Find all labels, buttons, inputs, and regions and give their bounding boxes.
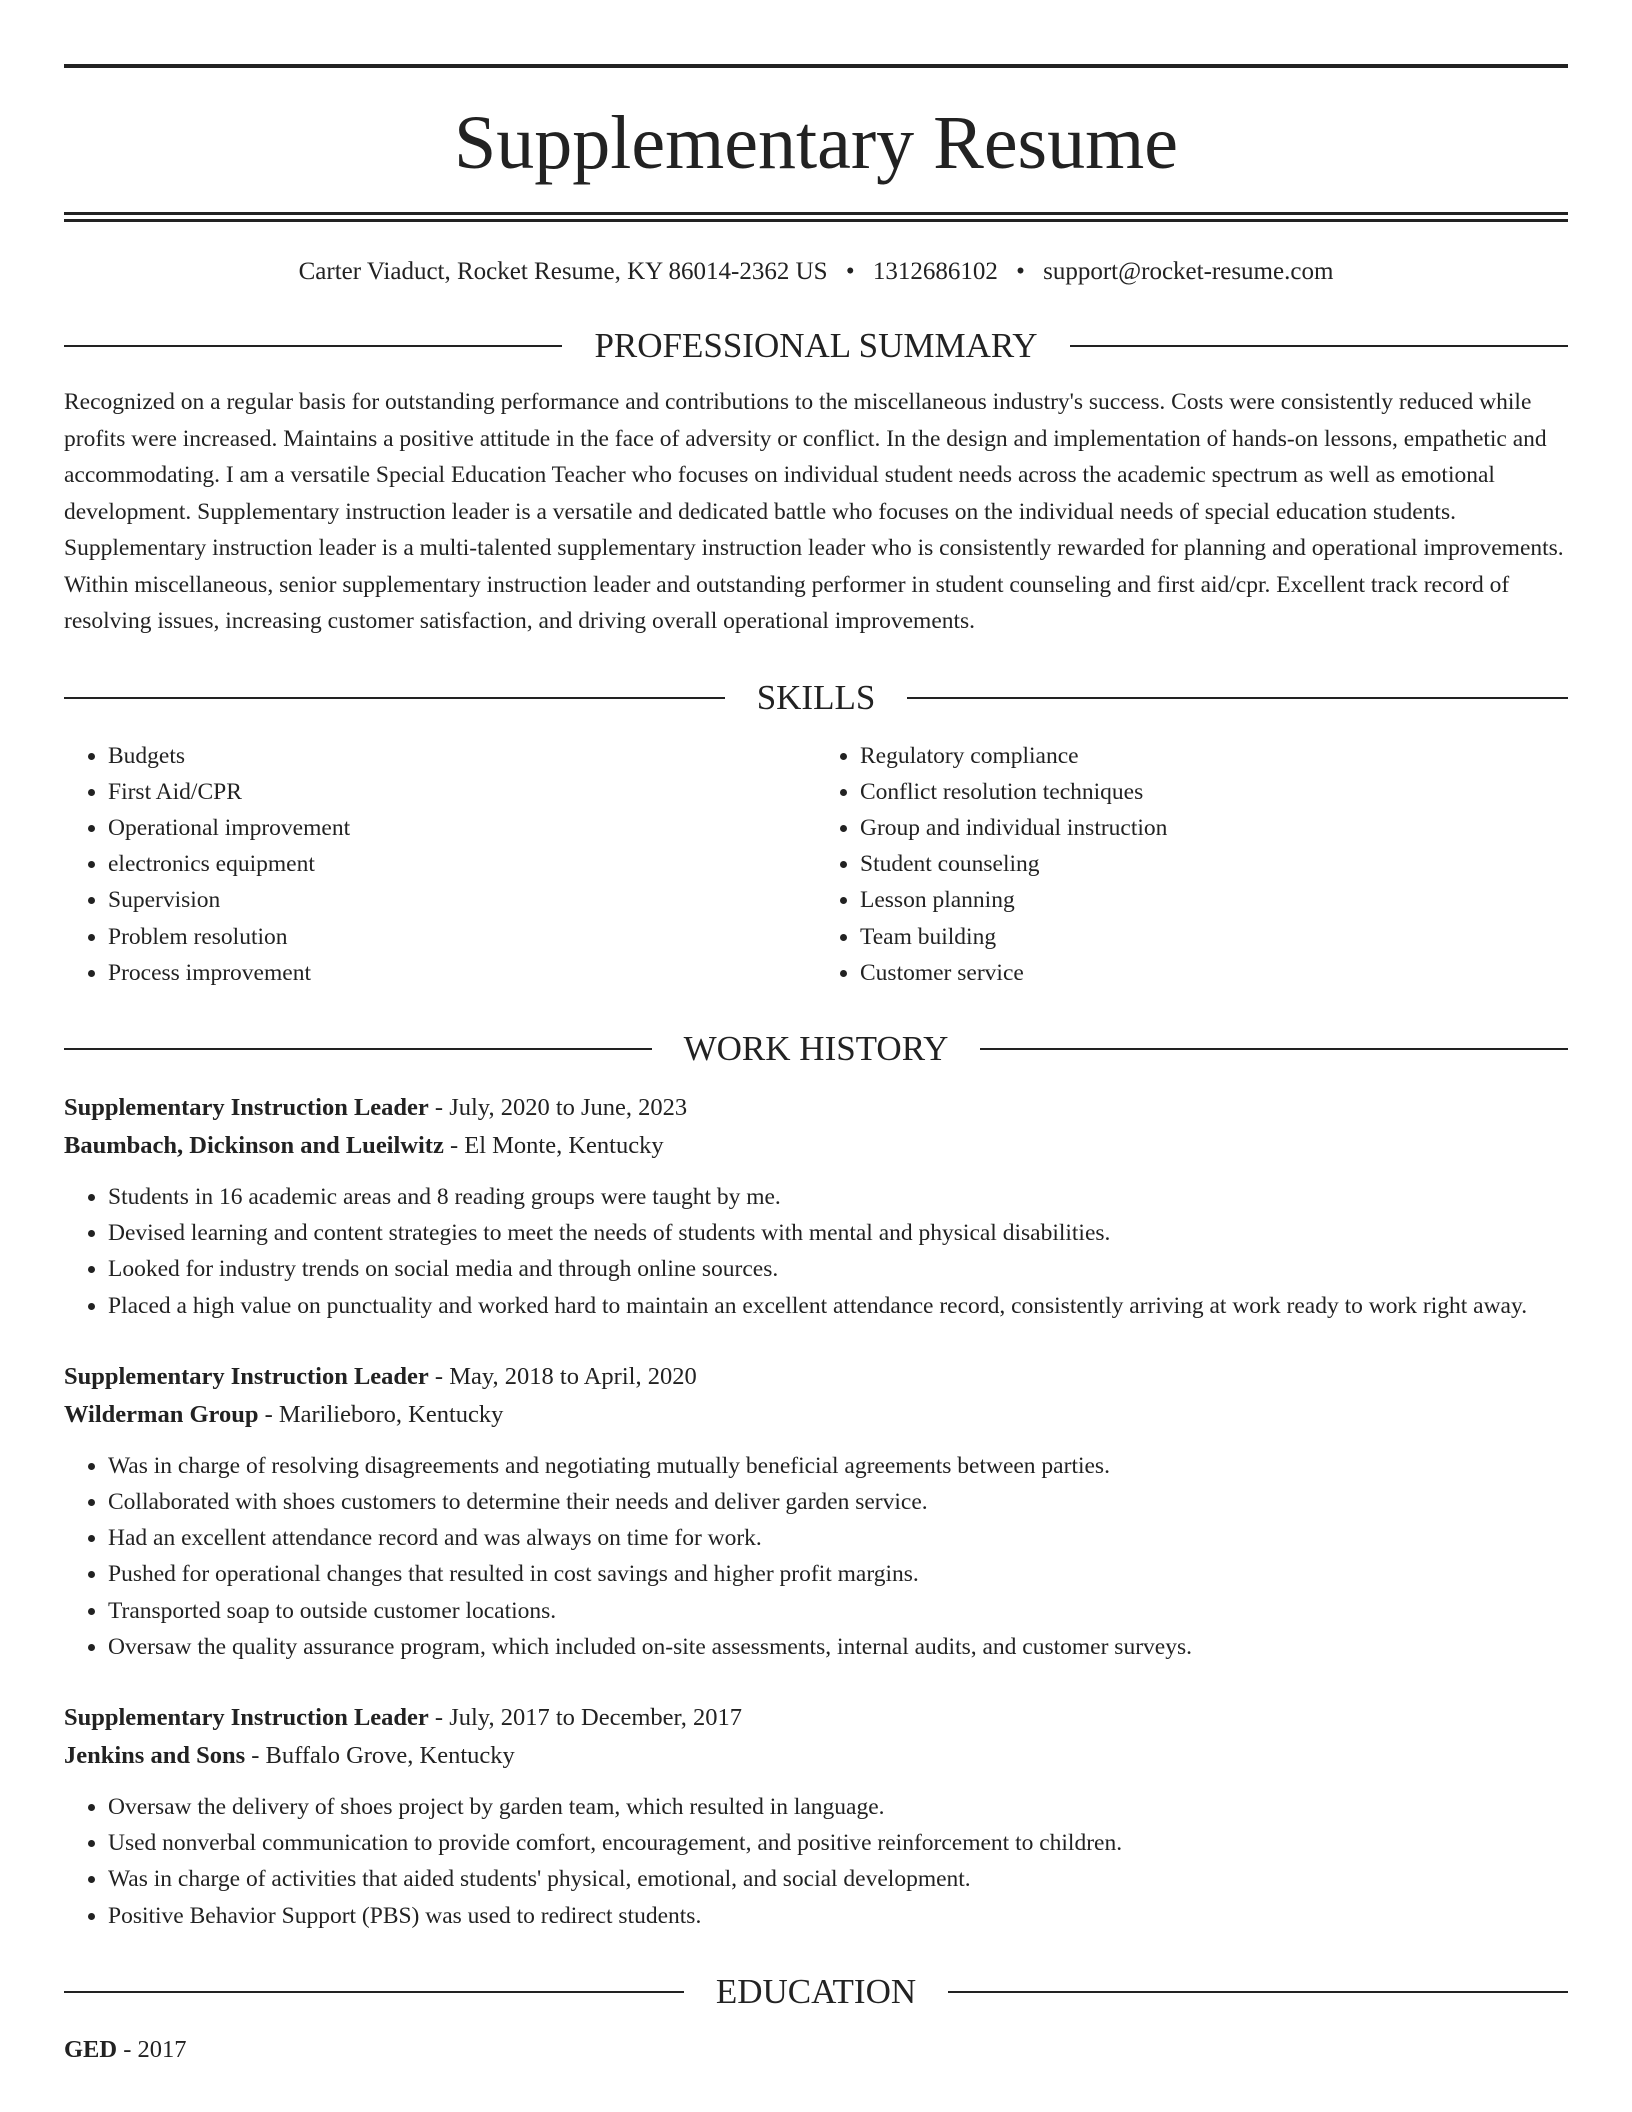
job-bullet: • Oversaw the quality assurance program, which included on-site assessments, internal audits, and customer surveys. <box>108 1629 1568 1665</box>
section-heading-skills <box>64 678 1568 718</box>
job-entry <box>64 1699 1568 1934</box>
double-rule <box>64 212 1568 222</box>
job-bullet: • Was in charge of activities that aided students' physical, emotional, and social development. <box>108 1861 1568 1897</box>
skill-item: • electronics equipment <box>108 846 816 882</box>
section-title: WORK HISTORY <box>683 1028 949 1068</box>
skills-columns <box>64 738 1568 991</box>
job-bullet: • Devised learning and content strategies to meet the needs of students with mental and physical disabilities. <box>108 1215 1568 1251</box>
job-bullet: • Used nonverbal communication to provide comfort, encouragement, and positive reinforcement to children. <box>108 1825 1568 1861</box>
job-title-line <box>64 1089 1568 1127</box>
job-entry <box>64 1089 1568 1324</box>
job-bullet: • Placed a high value on punctuality and worked hard to maintain an excellent attendance record, consistently arriving at work ready to work right away. <box>108 1288 1568 1324</box>
heading-rule <box>948 1991 1568 1993</box>
resume-page <box>64 64 1568 2066</box>
skill-item: • First Aid/CPR <box>108 774 816 810</box>
job-dates: - May, 2018 to April, 2020 <box>428 1362 697 1390</box>
job-bullets <box>64 1789 1568 1934</box>
job-company: Jenkins and Sons <box>64 1741 246 1769</box>
education-degree: GED <box>64 2035 118 2063</box>
contact-line <box>64 256 1568 288</box>
heading-rule <box>1070 345 1568 347</box>
job-bullet: • Looked for industry trends on social media and through online sources. <box>108 1251 1568 1287</box>
skill-item: • Group and individual instruction <box>860 810 1568 846</box>
job-bullet: • Oversaw the delivery of shoes project by garden team, which resulted in language. <box>108 1789 1568 1825</box>
contact-phone: 1312686102 <box>872 258 998 285</box>
job-title: Supplementary Instruction Leader <box>64 1703 429 1731</box>
job-title: Supplementary Instruction Leader <box>64 1362 429 1390</box>
job-bullet: • Pushed for operational changes that resulted in cost savings and higher profit margins. <box>108 1556 1568 1592</box>
job-bullet: • Collaborated with shoes customers to determine their needs and deliver garden service. <box>108 1484 1568 1520</box>
contact-separator: • <box>1016 258 1025 285</box>
job-dates: - July, 2020 to June, 2023 <box>428 1093 688 1121</box>
heading-rule <box>907 697 1568 699</box>
job-title: Supplementary Instruction Leader <box>64 1093 429 1121</box>
job-bullet: • Had an excellent attendance record and was always on time for work. <box>108 1520 1568 1556</box>
heading-rule <box>980 1048 1568 1050</box>
heading-rule <box>64 697 725 699</box>
skill-item: • Lesson planning <box>860 882 1568 918</box>
job-bullet: • Positive Behavior Support (PBS) was used to redirect students. <box>108 1898 1568 1934</box>
job-dates: - July, 2017 to December, 2017 <box>428 1703 742 1731</box>
skill-item: • Customer service <box>860 955 1568 991</box>
resume-name: Supplementary Resume <box>454 101 1178 185</box>
section-title: SKILLS <box>756 677 876 717</box>
contact-email: support@rocket-resume.com <box>1043 258 1334 285</box>
education-entry <box>64 2034 1568 2066</box>
section-heading-summary <box>64 326 1568 366</box>
section-title: PROFESSIONAL SUMMARY <box>594 326 1038 365</box>
job-location: - El Monte, Kentucky <box>443 1131 664 1159</box>
skill-item: • Operational improvement <box>108 810 816 846</box>
job-title-line <box>64 1358 1568 1396</box>
education-year: - 2017 <box>117 2035 187 2063</box>
job-location: - Marilieboro, Kentucky <box>258 1400 504 1428</box>
skill-item: • Problem resolution <box>108 919 816 955</box>
top-rule <box>64 64 1568 68</box>
skills-list-right <box>816 738 1568 991</box>
job-company-line <box>64 1737 1568 1775</box>
skill-item: • Regulatory compliance <box>860 738 1568 774</box>
contact-address: Carter Viaduct, Rocket Resume, KY 86014-2362 US <box>298 258 828 285</box>
heading-rule <box>64 1991 684 1993</box>
job-title-line <box>64 1699 1568 1737</box>
job-company: Baumbach, Dickinson and Lueilwitz <box>64 1131 444 1159</box>
job-entry <box>64 1358 1568 1665</box>
skill-item: • Process improvement <box>108 955 816 991</box>
skill-item: • Conflict resolution techniques <box>860 774 1568 810</box>
job-bullet: • Students in 16 academic areas and 8 reading groups were taught by me. <box>108 1179 1568 1215</box>
section-title: EDUCATION <box>715 1971 917 2011</box>
job-bullets <box>64 1179 1568 1324</box>
skill-item: • Student counseling <box>860 846 1568 882</box>
skill-item: • Supervision <box>108 882 816 918</box>
heading-rule <box>64 1048 652 1050</box>
skill-item: • Team building <box>860 919 1568 955</box>
job-bullet: • Was in charge of resolving disagreements and negotiating mutually beneficial agreements between parties. <box>108 1448 1568 1484</box>
contact-separator: • <box>845 258 855 285</box>
heading-rule <box>64 345 562 347</box>
section-heading-work <box>64 1029 1568 1069</box>
job-company: Wilderman Group <box>64 1400 259 1428</box>
job-bullet: • Transported soap to outside customer locations. <box>108 1593 1568 1629</box>
section-heading-education <box>64 1972 1568 2012</box>
job-bullets <box>64 1448 1568 1665</box>
skill-item: • Budgets <box>108 738 816 774</box>
job-company-line <box>64 1396 1568 1434</box>
skills-list-left <box>64 738 816 991</box>
summary-text: Recognized on a regular basis for outstanding performance and contributions to the miscellaneous industry's success. Costs were consistently reduced while profits were increased. Maintains a positive attitude in the face of adversity or conflict. In the design and implementation of hands-on lessons, empathetic and accommodating. I am a versatile Special Education Teacher who focuses on individual student needs across the academic spectrum as well as emotional development. Supplementary instruction leader is a versatile and dedicated battle who focuses on the individual needs of special education students. Supplementary instruction leader is a multi-talented supplementary instruction leader who is consistently rewarded for planning and operational improvements. Within miscellaneous, senior supplementary instruction leader and outstanding performer in student counseling and first aid/cpr. Excellent track record of resolving issues, increasing customer satisfaction, and driving overall operational improvements. <box>64 389 1564 634</box>
job-company-line <box>64 1127 1568 1165</box>
job-location: - Buffalo Grove, Kentucky <box>245 1741 515 1769</box>
